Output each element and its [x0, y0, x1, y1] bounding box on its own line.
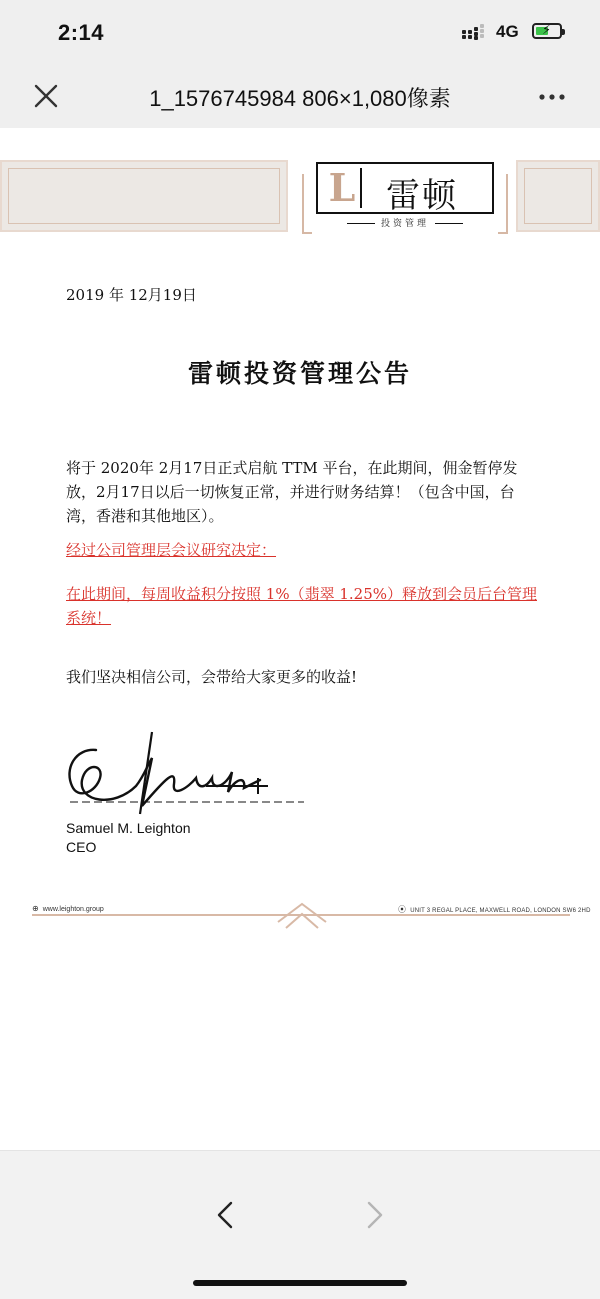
highlight-line-1: 经过公司管理层会议研究决定： [66, 541, 277, 559]
logo-letter: L [324, 168, 362, 208]
document-title: 雷顿投资管理公告 [187, 359, 412, 388]
logo-subtitle: 投资管理 [380, 218, 429, 228]
more-icon [530, 81, 574, 113]
globe-icon: ⊕ [32, 904, 39, 913]
footer-address: ⦿ UNIT 3 REGAL PLACE, MAXWELL ROAD, LONDON SW6 2HD [398, 905, 591, 914]
back-button[interactable] [208, 1197, 244, 1233]
image-viewer[interactable] [0, 128, 600, 1150]
signature [56, 728, 306, 818]
location-pin-icon: ⦿ [398, 905, 407, 914]
status-bar [0, 0, 600, 66]
company-logo [312, 160, 498, 240]
home-indicator[interactable] [193, 1280, 407, 1286]
footer-website: ⊕ www.leighton.group [32, 904, 104, 913]
battery-icon [532, 23, 562, 39]
chevron-right-icon [356, 1197, 392, 1233]
closing-statement: 我们坚决相信公司，会带给大家更多的收益! [66, 668, 358, 686]
signer-title: CEO [66, 839, 97, 855]
more-button[interactable] [530, 81, 574, 113]
highlight-line-2: 在此期间，每周收益积分按照 1%（翡翠 1.25%）释放到会员后台管理系统！ [66, 585, 537, 627]
forward-button[interactable] [356, 1197, 392, 1233]
footer-divider [32, 914, 570, 916]
nav-bar [0, 66, 600, 128]
signal-icon [462, 24, 488, 40]
image-title: 1_1576745984 806×1,080像素 [149, 86, 451, 111]
close-icon [28, 80, 64, 114]
letterhead-band-right [516, 160, 600, 232]
document-body: 将于 2020年 2月17日正式启航 TTM 平台，在此期间，佣金暂停发放，2月17日以后一切恢复正常，并进行财务结算！（包含中国，台湾，香港和其他地区）。 [66, 459, 518, 525]
status-time: 2:14 [58, 20, 105, 45]
letterhead [0, 160, 600, 240]
logo-name: 雷顿 [386, 177, 458, 215]
bottom-toolbar [0, 1150, 600, 1299]
signer-name: Samuel M. Leighton [66, 820, 191, 836]
letterhead-band-left [0, 160, 288, 232]
network-type: 4G [496, 22, 519, 41]
document-date: 2019 年 12月19日 [66, 286, 197, 304]
close-button[interactable] [28, 80, 64, 114]
chevron-left-icon [208, 1197, 244, 1233]
charging-icon: ⚡ [542, 22, 552, 37]
